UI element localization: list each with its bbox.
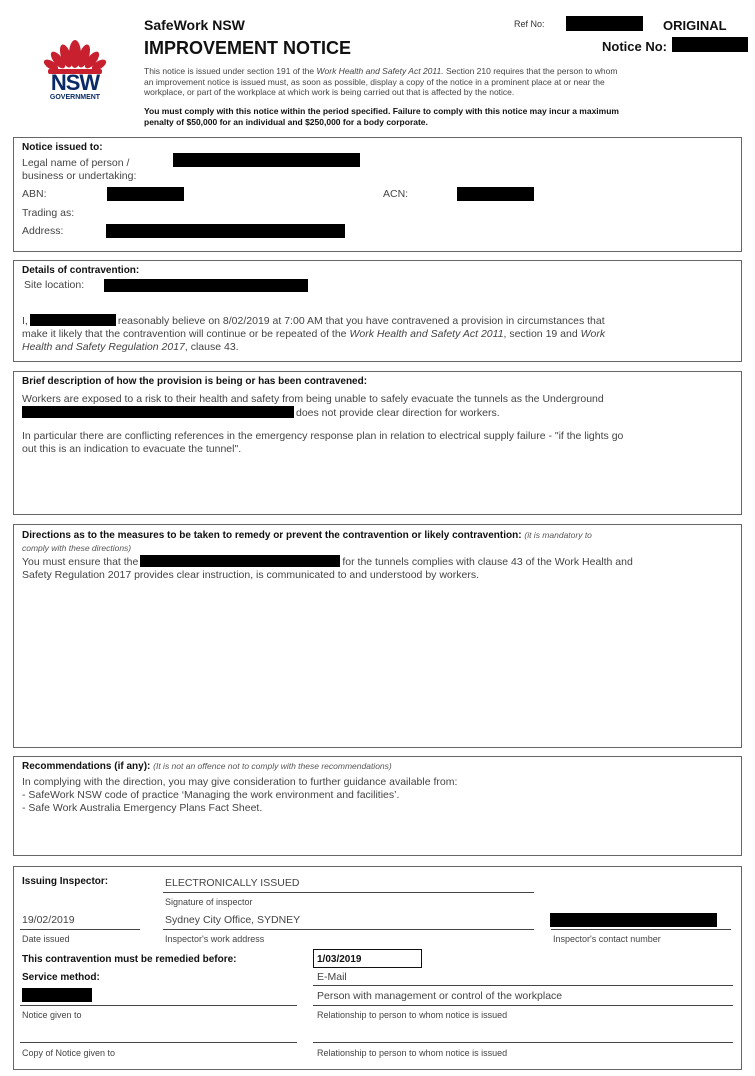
description-heading: Brief description of how the provision is being or has been contravened: — [22, 376, 368, 387]
service-method-label: Service method: — [22, 972, 100, 983]
date-issued-label: Date issued — [22, 934, 70, 944]
acn-redacted — [457, 187, 534, 201]
description-text: Workers are exposed to a risk to their health and safety from being unable to safely evacuate the tunnels as the Underground does not provide clear direction for workers. In particular there are conflicting references in the emergency response plan in relation to electrical supply failure - "if the lights go out this is an indication to evacuate the tunnel". — [22, 393, 624, 455]
underground-redacted — [22, 406, 294, 418]
logo-subtext: GOVERNMENT — [49, 94, 101, 101]
site-location-label: Site location: — [24, 279, 85, 291]
remedy-date: 1/03/2019 — [317, 954, 362, 965]
directions-heading: Directions as to the measures to be taken to remedy or prevent the contravention or likely contravention: (it is mandatory to comply with these directions) — [22, 530, 592, 553]
contact-number-redacted — [550, 913, 717, 927]
ref-number-redacted — [566, 16, 643, 31]
abn-redacted — [107, 187, 184, 201]
site-location-redacted — [104, 279, 308, 292]
contact-number-label: Inspector's contact number — [553, 934, 661, 944]
nsw-logo — [40, 36, 110, 106]
address-label: Address: — [22, 225, 64, 237]
notice-no-label: Notice No: — [602, 39, 667, 54]
directions-text: You must ensure that the for the tunnels complies with clause 43 of the Work Health and Safety Regulation 2017 provides clear instruction, is communicated to and understood by workers. — [22, 556, 633, 581]
plan-name-redacted — [140, 555, 340, 567]
relationship-line — [313, 1005, 733, 1006]
work-address-label: Inspector's work address — [165, 934, 265, 944]
penalty-warning: You must comply with this notice within the period specified. Failure to comply with this notice may incur a maximum penalty of $50,000 for an individual and $250,000 for a body corporate. — [144, 106, 619, 127]
signature-value: ELECTRONICALLY ISSUED — [165, 877, 300, 889]
legal-name-redacted — [173, 153, 360, 167]
inspector-heading: Issuing Inspector: — [22, 876, 109, 887]
contravention-heading: Details of contravention: — [22, 265, 140, 276]
relationship-label: Relationship to person to whom notice is issued — [317, 1010, 508, 1020]
legal-name-label: Legal name of person / business or undertaking: — [22, 157, 137, 182]
remedy-label: This contravention must be remedied before: — [22, 954, 237, 965]
relationship-value: Person with management or control of the workplace — [317, 990, 563, 1002]
acn-label: ACN: — [383, 188, 409, 200]
given-to-line — [20, 1005, 297, 1006]
copy-given-to-line — [20, 1042, 297, 1043]
service-method-value: E-Mail — [317, 971, 347, 983]
service-line — [313, 985, 733, 986]
date-issued-value: 19/02/2019 — [22, 914, 75, 926]
agency-name: SafeWork NSW — [144, 17, 245, 33]
ref-label: Ref No: — [514, 19, 545, 29]
copy-given-to-label: Copy of Notice given to — [22, 1048, 116, 1058]
recommendations-heading: Recommendations (if any): (It is not an offence not to comply with these recommendations) — [22, 761, 392, 772]
notice-given-to-label: Notice given to — [22, 1010, 82, 1020]
address-line — [163, 929, 534, 930]
trading-as-label: Trading as: — [22, 207, 75, 219]
page-title: IMPROVEMENT NOTICE — [144, 38, 352, 58]
address-redacted — [106, 224, 345, 238]
intro-text: This notice is issued under section 191 of the Work Health and Safety Act 2011. Section 210 requires that the person to whom an improvement notice is issued must, as soon as possible, display a copy of the notice in a prominent place at or near the workplace, or part of the workplace at which work is being carried out that is affected by the notice. — [144, 66, 618, 97]
work-address-value: Sydney City Office, SYDNEY — [165, 914, 301, 926]
inspector-section — [13, 866, 742, 1070]
notice-given-to-redacted — [22, 988, 92, 1002]
signature-label: Signature of inspector — [165, 897, 253, 907]
notice-number-redacted — [672, 37, 748, 52]
copy-relationship-line — [313, 1042, 733, 1043]
original-label: ORIGINAL — [663, 18, 727, 33]
recommendations-text: In complying with the direction, you may give consideration to further guidance available from: - SafeWork NSW code of practice ‘Managing the work environment and facilities’. - Safe Work Australia Emergency Plans Fact Sheet. — [22, 776, 458, 814]
contravention-text: I, reasonably believe on 8/02/2019 at 7:00 AM that you have contravened a provision in circumstances that make it likely that the contravention will continue or be repeated of the Work Health and Safety Act 2011, section 19 and Work Health and Safety Regulation 2017, clause 43. — [22, 315, 606, 353]
contact-line — [551, 929, 731, 930]
signature-line — [163, 892, 534, 893]
logo-text: NSW — [50, 70, 100, 95]
copy-relationship-label: Relationship to person to whom notice is issued — [317, 1048, 508, 1058]
date-line — [20, 929, 140, 930]
issued-to-heading: Notice issued to: — [22, 142, 103, 153]
abn-label: ABN: — [22, 188, 47, 200]
inspector-name-redacted — [30, 314, 116, 326]
